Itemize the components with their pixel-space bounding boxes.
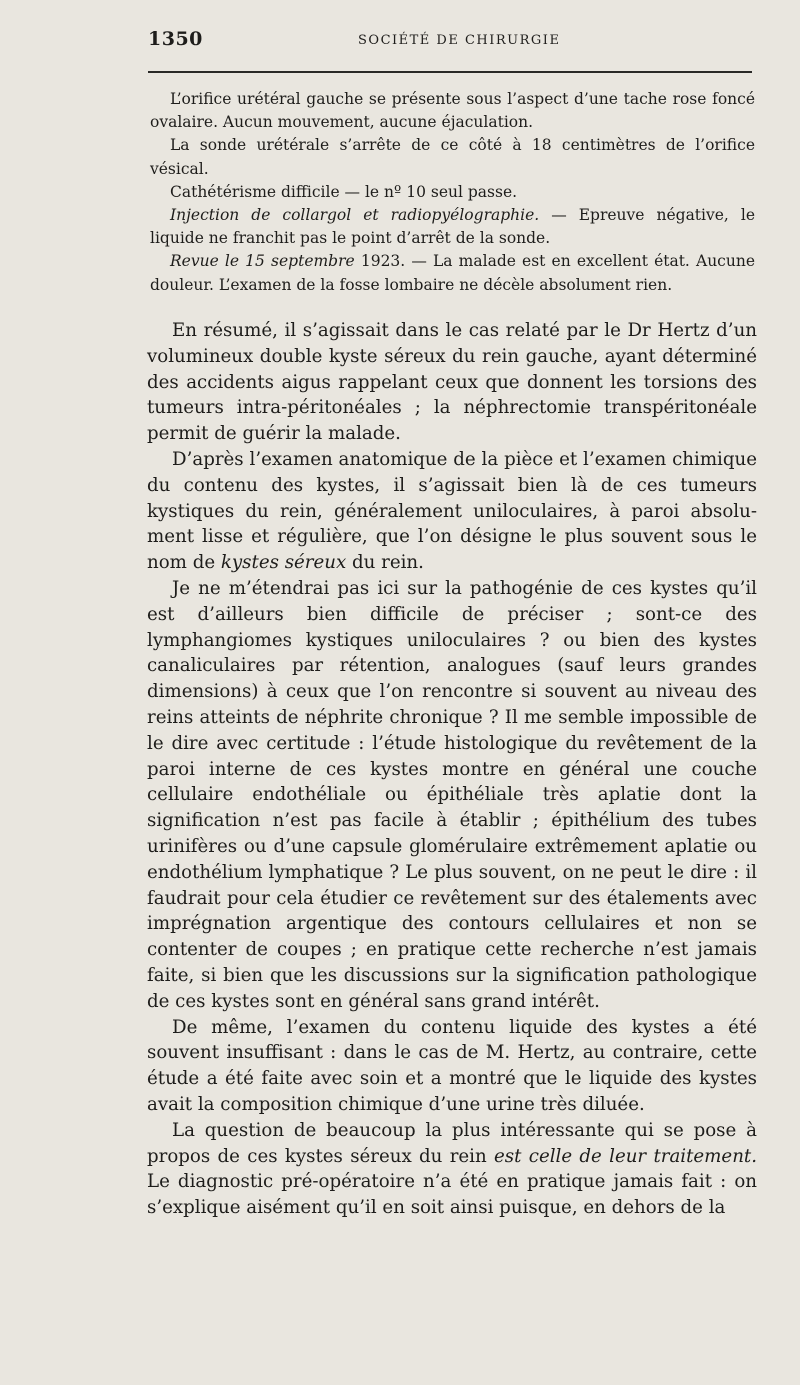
case-note-text: — Epreuve négative, le liquide ne franchit pas le point d’arrêt de la sonde.: [150, 206, 756, 248]
case-note: La sonde urétérale s’arrête de ce côté à 18 centimètres de l’orifice vésical.: [150, 136, 755, 178]
case-note-italic: Revue le 15 septembre: [170, 252, 355, 271]
paragraph-text: du rein.: [346, 552, 424, 574]
case-note: [150, 204, 755, 250]
page-number: 1350: [148, 28, 203, 50]
paragraph: En résumé, il s’agissait dans le cas relaté par le Dr Hertz d’un volumineux double kyste séreux du rein gauche, ayant déterminé des accidents aigus rappelant ceux que donnent les torsions des tumeurs intra-péritonéales ; la néphrectomie transpéritonéale permit de guérir la malade.: [147, 320, 757, 445]
case-note: L’orifice urétéral gauche se présente sous l’aspect d’une tache rose foncé ovalaire. Aucun mouvement, aucune éjaculation.: [150, 90, 755, 132]
paragraph-italic: kystes séreux: [220, 552, 347, 574]
page-header: [148, 28, 754, 54]
header-rule: [148, 71, 752, 73]
paragraph-text: D’après l’examen anatomique de la pièce et l’examen chimique du contenu des kystes, il s’agissait bien là de ces tumeurs kystiques du rein, généralement uniloculaires, à paroi absolument lisse et régulière, que l’on désigne le plus souvent sous le nom de: [147, 448, 757, 574]
paragraph: Je ne m’étendrai pas ici sur la pathogénie de ces kystes qu’il est d’ailleurs bien difficile de préciser ; sont-ce des lymphangiomes kystiques uniloculaires ? ou bien des kystes canaliculaires par rétention, analogues (sauf leurs grandes dimensions) à ceux que l’on rencontre si souvent au niveau des reins atteints de néphrite chronique ? Il me semble impossible de le dire avec certitude : l’étude histologique du revêtement de la paroi interne de ces kystes montre en général une couche cellulaire endothéliale ou épithéliale très aplatie dont la signification n’est pas facile à établir ; épithélium des tubes urinifères ou d’une capsule glomérulaire extrêmement aplatie ou endothélium lymphatique ? Le plus souvent, on ne peut le dire : il faudrait pour cela étudier ce revêtement sur des étalements avec imprégnation argentique des contours cellulaires et non se contenter de coupes ; en pratique cette recherche n’est jamais faite, si bien que les discussions sur la signification pathologique de ces kystes sont en général sans grand intérêt.: [147, 577, 757, 1012]
running-title: SOCIÉTÉ DE CHIRURGIE: [358, 33, 561, 48]
case-note-italic: Injection de collargol et radiopyélographie.: [170, 206, 540, 225]
paragraph-text: La question de beaucoup la plus intéressante qui se pose à propos de ces kystes séreux du rein: [147, 1119, 757, 1167]
case-notes: [150, 88, 755, 297]
case-note: Cathétérisme difficile — le nº 10 seul passe.: [170, 182, 518, 201]
paragraph: De même, l’examen du contenu liquide des kystes a été souvent insuffisant : dans le cas de M. Hertz, au contraire, cette étude a été faite avec soin et a montré que le liquide des kystes avait la composition chimique d’une urine très diluée.: [147, 1016, 757, 1115]
paragraph-text: Le diagnostic pré-opératoire n’a été en pratique jamais fait : on s’explique aisément qu’il en soit ainsi puisque, en dehors de la: [147, 1171, 757, 1219]
paragraph-italic: est celle de leur traitement.: [494, 1145, 757, 1167]
case-note-text: 1923. — La malade est en excellent état. Aucune douleur. L’examen de la fosse lombaire ne décèle absolument rien.: [150, 252, 756, 294]
paragraph: [147, 447, 757, 576]
discussion: [147, 318, 757, 1221]
paragraph: [147, 1118, 757, 1221]
case-note: [150, 250, 755, 296]
